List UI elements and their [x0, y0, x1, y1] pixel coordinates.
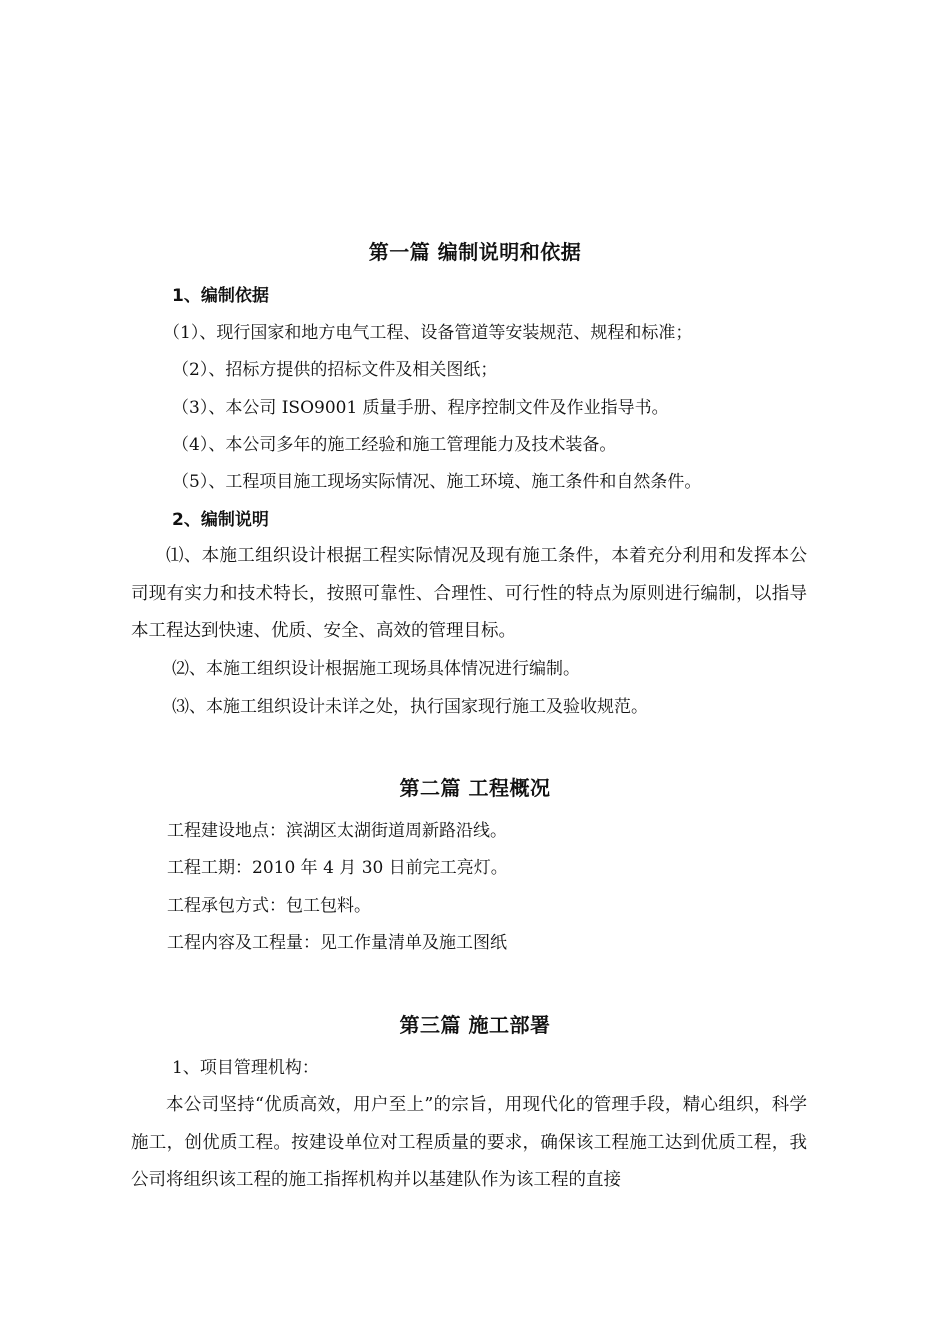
- explanation-item-3: ⑶、本施工组织设计未详之处，执行国家现行施工及验收规范。: [172, 697, 648, 717]
- basis-item-3: （3）、本公司 ISO9001 质量手册、程序控制文件及作业指导书。: [172, 398, 669, 418]
- basis-item-4: （4）、本公司多年的施工经验和施工管理能力及技术装备。: [172, 435, 617, 455]
- deployment-paragraph: 本公司坚持“优质高效，用户至上”的宗旨，用现代化的管理手段，精心组织，科学施工，创优质工程。按建设单位对工程质量的要求，确保该工程施工达到优质工程，我公司将组织该工程的施工指挥机构并以基建队作为该工程的直接: [131, 1095, 807, 1190]
- basis-item-2: （2）、招标方提供的招标文件及相关图纸；: [172, 360, 498, 380]
- overview-line-4: 工程内容及工程量：见工作量清单及施工图纸: [167, 933, 507, 953]
- explanation-paragraph-1: ⑴、本施工组织设计根据工程实际情况及现有施工条件，本着充分利用和发挥本公司现有实力和技术特长，按照可靠性、合理性、可行性的特点为原则进行编制，以指导本工程达到快速、优质、安全、高效的管理目标。: [131, 546, 807, 641]
- overview-line-2: 工程工期：2010 年 4 月 30 日前完工亮灯。: [167, 858, 508, 878]
- section2-heading: 2、编制说明: [172, 510, 269, 530]
- part1-title: 第一篇 编制说明和依据: [368, 240, 582, 264]
- explanation-item-2: ⑵、本施工组织设计根据施工现场具体情况进行编制。: [172, 659, 580, 679]
- part3-title: 第三篇 施工部署: [399, 1013, 551, 1037]
- basis-item-1: （1）、现行国家和地方电气工程、设备管道等安装规范、规程和标准；: [163, 323, 693, 343]
- part2-title: 第二篇 工程概况: [399, 776, 551, 800]
- deployment-item-1: 1、项目管理机构：: [172, 1058, 319, 1078]
- section1-heading: 1、编制依据: [172, 286, 269, 306]
- overview-line-3: 工程承包方式：包工包料。: [167, 896, 371, 916]
- overview-line-1: 工程建设地点：滨湖区太湖街道周新路沿线。: [167, 821, 507, 841]
- basis-item-5: （5）、工程项目施工现场实际情况、施工环境、施工条件和自然条件。: [172, 472, 702, 492]
